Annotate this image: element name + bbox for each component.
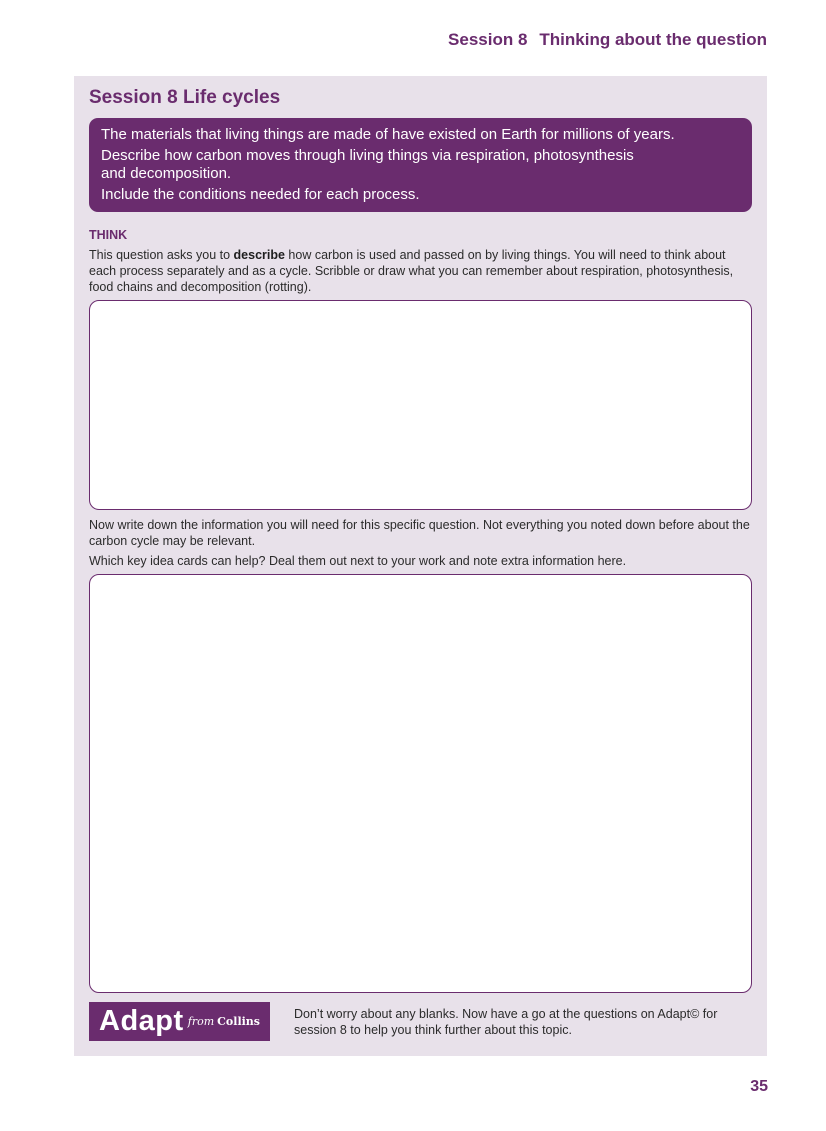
question-line-1: The materials that living things are made of have existed on Earth for millions of years. — [101, 126, 675, 143]
adapt-logo-name: Adapt — [99, 1005, 184, 1037]
think-label: THINK — [89, 228, 128, 242]
adapt-logo-collins: Collins — [217, 1015, 260, 1028]
adapt-logo-from: from — [187, 1015, 215, 1028]
question-line-2: Describe how carbon moves through living things via respiration, photosynthesis and decomposition. — [101, 147, 634, 182]
question-line-3: Include the conditions needed for each process. — [101, 186, 420, 203]
page-number: 35 — [750, 1078, 768, 1095]
think-instructions — [89, 247, 754, 295]
notes-box-think[interactable] — [89, 300, 752, 510]
footer-note: Don’t worry about any blanks. Now have a go at the questions on Adapt© for session 8 to help you think further about this topic. — [294, 1007, 718, 1037]
running-head — [448, 30, 767, 50]
think-text-after: how carbon is used and passed on by living things. You will need to think about each process separately and as a cycle. Scribble or draw what you can remember about respiration, photosynthesis, food chains and decomposition (rotting). — [89, 248, 734, 294]
question-box — [89, 118, 752, 212]
think-text-before: This question asks you to — [89, 248, 234, 262]
think-bold-word: describe — [233, 248, 285, 262]
page-title: Session 8 Life cycles — [89, 87, 281, 108]
session-panel — [74, 76, 767, 1056]
session-label: Session 8 — [448, 30, 528, 49]
instructions — [89, 517, 754, 573]
notes-box-key-ideas[interactable] — [89, 574, 752, 993]
adapt-logo — [89, 1002, 270, 1041]
adapt-logo-publisher — [188, 1015, 260, 1028]
section-title: Thinking about the question — [539, 30, 767, 49]
instructions-para-1: Now write down the information you will need for this specific question. Not everything you noted down before about the carbon cycle may be relevant. — [89, 518, 750, 548]
instructions-para-2: Which key idea cards can help? Deal them out next to your work and note extra information here. — [89, 554, 627, 568]
